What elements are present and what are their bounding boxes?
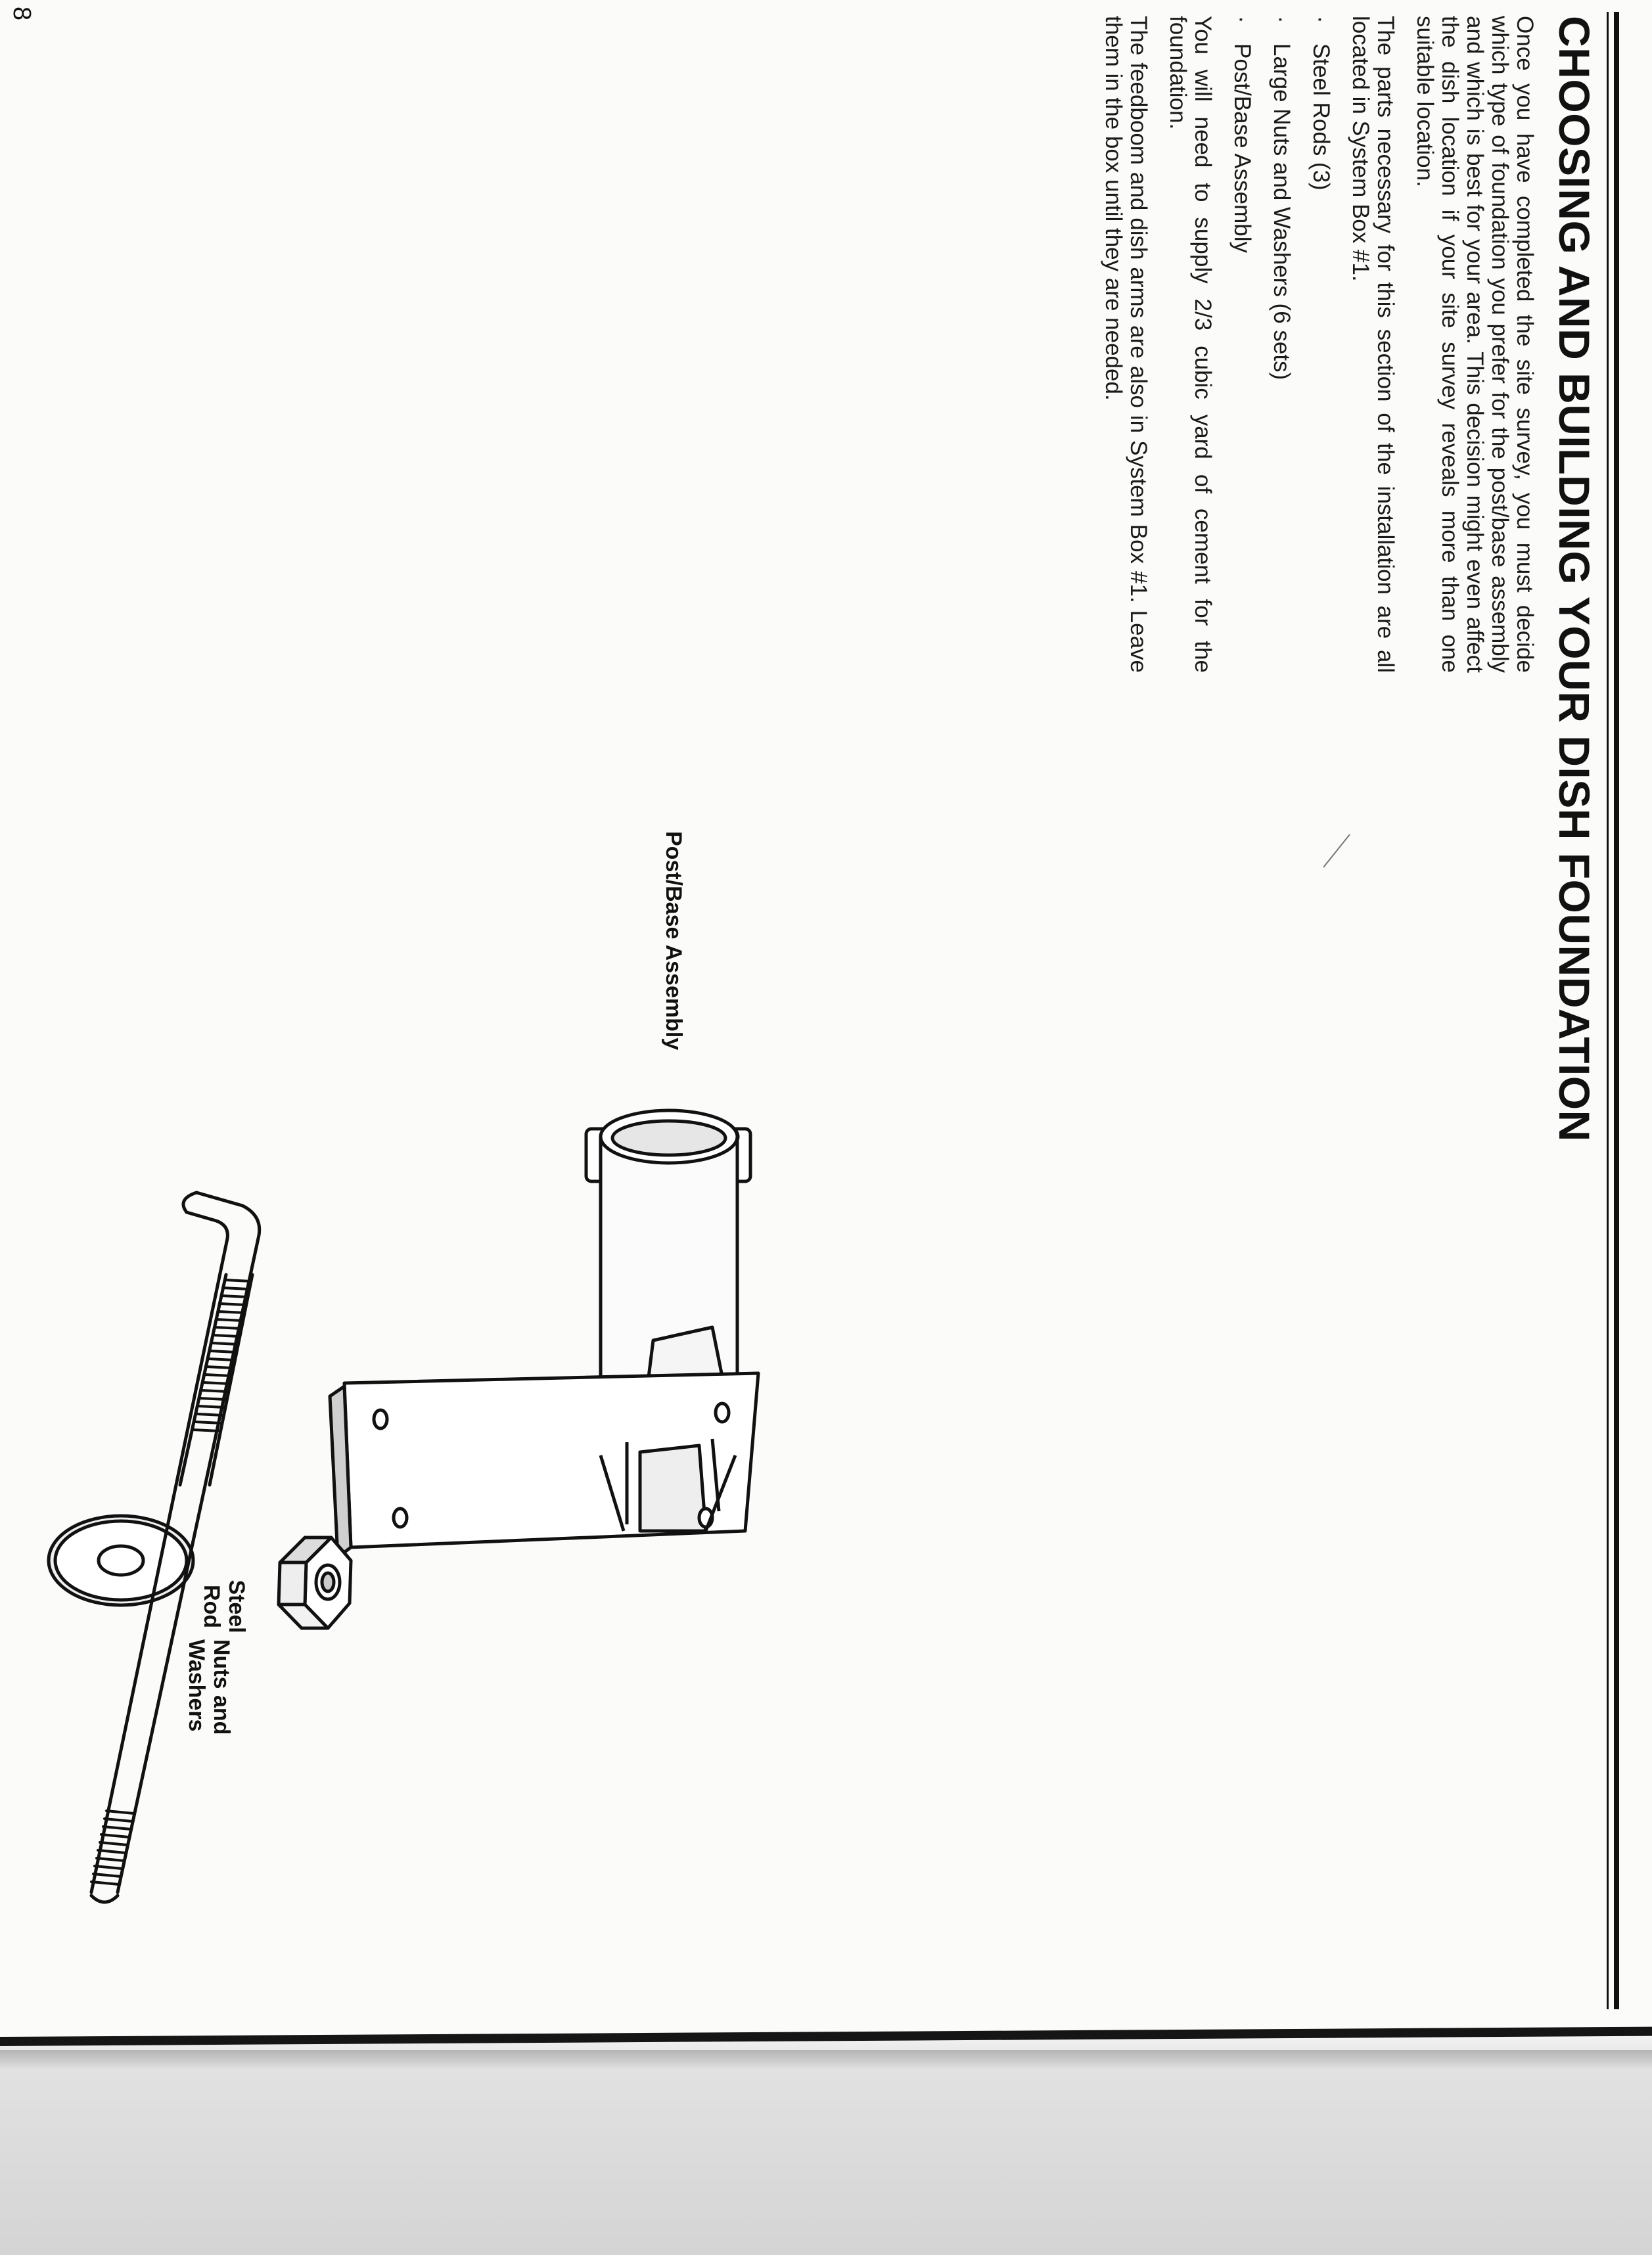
intro-paragraph: Once you have completed the site survey, you must decide which type of foundation you prefer for the post/base assembly and which is best for your area. This decision might even affect the dish location if your site survey reveals more than one suitable location. [1412, 16, 1538, 673]
post-base-assembly-drawing [330, 1110, 758, 1557]
stray-mark [1323, 834, 1350, 867]
parts-intro-paragraph: The parts necessary for this section of the installation are all located in System Box #1. [1348, 16, 1398, 673]
cement-paragraph: You will need to supply 2/3 cubic yard of cement for the foundation. [1165, 16, 1216, 673]
bullet: · [1269, 16, 1295, 24]
feedboom-paragraph: The feedboom and dish arms are also in System Box #1. Leave them in the box until they are needed. [1101, 16, 1151, 673]
part-nuts-washers: Large Nuts and Washers (6 sets) [1269, 43, 1295, 380]
rod-label-line2: Rod [199, 1584, 224, 1629]
part-steel-rods: Steel Rods (3) [1308, 43, 1334, 191]
page-number: 8 [8, 7, 35, 21]
nuts-label-line2: Washers [184, 1639, 209, 1732]
bullet: · [1229, 16, 1255, 24]
rod-label-line1: Steel [224, 1580, 249, 1633]
post-base-label: Post/Base Assembly [661, 831, 686, 1051]
bullet: · [1308, 16, 1334, 24]
nuts-label-line1: Nuts and [209, 1639, 234, 1735]
page-title: CHOOSING AND BUILDING YOUR DISH FOUNDATION [1550, 16, 1599, 1142]
part-post-base: Post/Base Assembly [1229, 43, 1255, 254]
steel-rod-label [199, 1567, 249, 1646]
nuts-washers-label [184, 1639, 234, 1738]
washer-drawing [49, 1516, 193, 1605]
page-fold-shadow [0, 2050, 1652, 2070]
nut-drawing [279, 1538, 351, 1628]
